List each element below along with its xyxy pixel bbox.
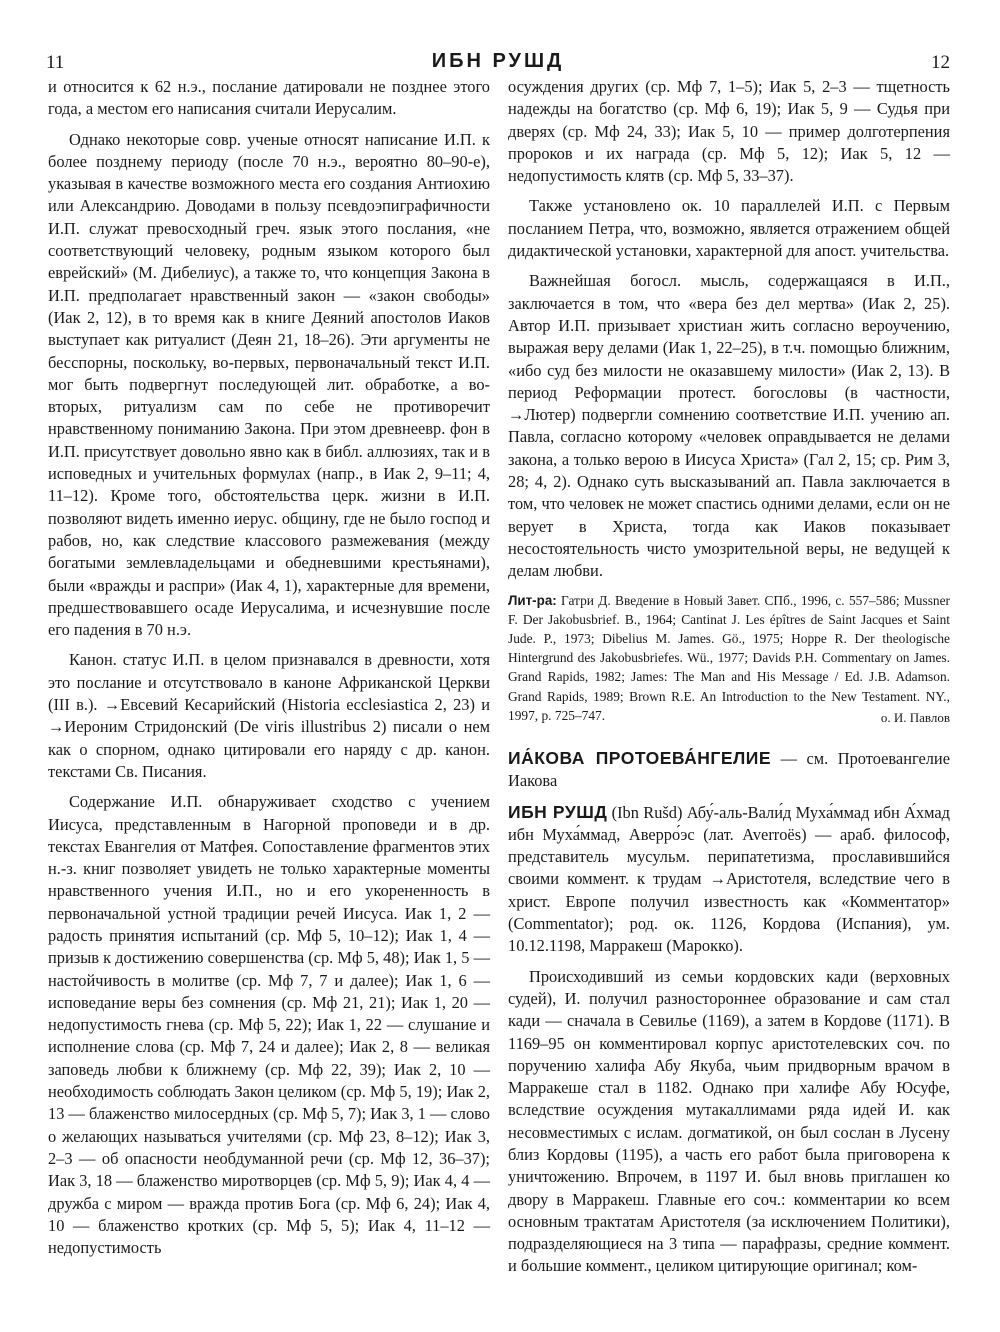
article-author: о. И. Павлов (880, 709, 950, 725)
literature-block (508, 591, 950, 725)
literature-label: Лит-ра: (508, 592, 557, 608)
headword: ИБН РУШД (508, 801, 608, 822)
paragraph: и относится к 62 н.э., послание датировали не позднее этого года, а местом его написания считали Иерусалим. (48, 77, 490, 119)
paragraph: Содержание И.П. обнаруживает сходство с учением Иисуса, представленным в Нагорной проповеди и в др. текстах Евангелия от Матфея. Сопоставление фрагментов этих н.-з. книг позволяет увидеть не только характерные моменты нравственного учения И.П., но и его укорененность в первоначальной устной традиции речей Иисуса. Иак 1, 2 — радость принятия испытаний (ср. Мф 5, 10–12); Иак 1, 4 — призыв к достижению совершенства (ср. Мф 5, 48); Иак 1, 5 — настойчивость в молитве (ср. Мф 7, 7 и далее); Иак 1, 6 — исповедание веры без сомнения (ср. Мф 21, 21); Иак 1, 20 — недопустимость гнева (ср. Мф 5, 22); Иак 1, 22 — слушание и исполнение слова (ср. Мф 7, 24 и далее); Иак 2, 8 — великая заповедь любви к ближнему (ср. Мф 22, 39); Иак 2, 10 — необходимость соблюдать Закон целиком (ср. Мф 5, 19); Иак 2, 13 — блаженство милосердных (ср. Мф 5, 7); Иак 3, 1 — слово о желающих называться учителями (ср. Мф 23, 8–12); Иак 3, 2–3 — об опасности необдуманной речи (ср. Мф 12, 36–37); Иак 3, 18 — блаженство миротворцев (ср. Мф 5, 9); Иак 4, 4 — дружба с миром — вражда против Бога (ср. Мф 6, 24); Иак 4, 10 — блаженство кротких (ср. Мф 5, 5); Иак 4, 11–12 — недопустимость (48, 792, 490, 1258)
entry-text: — см. Протоевангелие Иакова (508, 748, 950, 791)
paragraph: Также установлено ок. 10 параллелей И.П. с Первым посланием Петра, что, возможно, является отражением общей дидактической установки, характерной для апост. учительства. (508, 196, 950, 261)
page-number-left: 11 (46, 52, 65, 73)
literature-text: Гатри Д. Введение в Новый Завет. СПб., 1996, с. 557–586; Mussner F. Der Jakobusbrief. B., 1964; Cantinat J. Les épîtres de Saint Jacques et Saint Jude. P., 1973; Dibelius M. James. Gö., 1975; Hoppe R. Der theologische Hintergrund des Jakobusbriefes. Wü., 1977; Davids P.H. Commentary on James. Grand Rapids, 1982; James: The Man and His Message / Ed. J.B. Adamson. Grand Rapids, 1989; Brown R.E. An Introduction to the New Testament. NY., 1997, p. 725–747. (508, 592, 950, 723)
paragraph: Важнейшая богосл. мысль, содержащаяся в И.П., заключается в том, что «вера без дел мертва» (Иак 2, 25). Автор И.П. призывает христиан жить согласно вероучению, выражая веру делами (Иак 1, 22–25), в т.ч. помощью ближним, «ибо суд без милости не оказавшему милости» (Иак 2, 13). В период Реформации протест. богословы (в частности, →Лютер) подвергли сомнению соответствие И.П. учению ап. Павла, согласно которому «человек оправдывается не делами закона, а только верою в Иисуса Христа» (Гал 2, 15; ср. Рим 3, 28; 4, 2). Однако суть высказываний ап. Павла заключается в том, что человек не может спастись одними делами, если он не верует в Христа, тогда как Иаков показывает несостоятельность чисто умозрительной веры, не ведущей к делам любви. (508, 271, 950, 581)
paragraph: Происходивший из семьи кордовских кади (верховных судей), И. получил разностороннее образование и сам стал кади — сначала в Севилье (1169), а затем в Кордове (1171). В 1169–95 он комментировал корпус аристотелевских соч. по поручению халифа Абу Якуба, чьим придворным врачом в Марракеше стал в 1182. Однако при халифе Абу Юсуфе, вследствие осуждения мутакаллимами ряда идей И. как несовместимых с ислам. догматикой, он был сослан в Лусену близ Кордовы (1195), а часть его работ была приговорена к уничтожению. Впрочем, в 1197 И. был вновь приглашен ко двору в Марракеш. Главные его соч.: комментарии ко всем основным трактатам Аристотеля (за исключением Политики), подразделяющиеся на 3 типа — парафразы, средние коммент. и большие коммент., целиком цитирующие оригинал; ком- (508, 966, 950, 1276)
entry-protoevangelium (508, 747, 950, 793)
paragraph: Однако некоторые совр. ученые относят написание И.П. к более позднему периоду (после 70 н.э., вероятно 80–90-е), указывая в качестве возможного места его создания Антиохию или Александрию. Доводами в пользу псевдоэпиграфичности И.П. служат превосходный греч. язык этого послания, «не соответствующий человеку, родным языком которого был еврейский» (М. Дибелиус), а также то, что концепция Закона в И.П. предполагает нравственный закон — «закон свободы» (Иак 2, 12), в то время как в книге Деяний апостолов Иаков выступает как ритуалист (Деян 21, 18–26). Эти аргументы не бесспорны, поскольку, во-первых, первоначальный текст И.П. мог быть подвергнут последующей лит. обработке, а во-вторых, ритуализм сам по себе не противоречит нравственному пониманию Закона. При этом древнеевр. фон в И.П. присутствует довольно явно как в библ. аллюзиях, так и в исповедных и учительных формулах (напр., в Иак 2, 9–11; 4, 11–12). Кроме того, обстоятельства церк. жизни в И.П. позволяют видеть именно иерус. общину, где не было господ и рабов, но, как следствие классового размежевания (между богатыми землевладельцами и обедневшими крестьянами), были «вражды и распри» (Иак 4, 1), характерные для времени, предшествовавшего осаде Иерусалима, и исчезнувшие после его падения в 70 н.э. (48, 129, 490, 640)
entry-ibn-rushd (508, 801, 950, 958)
page-number-right: 12 (931, 52, 950, 73)
running-head: ИБН РУШД (431, 50, 565, 72)
left-column (48, 76, 490, 1267)
right-column (508, 76, 950, 1286)
entry-text: (Ibn Rušd) Абу́-аль-Вали́д Муха́ммад ибн А́хмад ибн Муха́ммад, Аверро́эс (лат. Averroës) — араб. философ, представитель мусульм. перипатетизма, прославившийся своими коммент. к трудам →Аристотеля, вследствие чего в христ. Европе получил известность как «Комментатор» (Commentator); род. ок. 1126, Кордова (Испания), ум. 10.12.1198, Марракеш (Марокко). (508, 802, 950, 956)
paragraph: осуждения других (ср. Мф 7, 1–5); Иак 5, 2–3 — тщетность надежды на богатство (ср. Мф 6, 19); Иак 5, 9 — Судья при дверях (ср. Мф 24, 33); Иак 5, 10 — пример долготерпения пророков и их награда (ср. Мф 5, 12); Иак 5, 12 — недопустимость клятв (ср. Мф 5, 33–37). (508, 77, 950, 186)
headword: ИА́КОВА ПРОТОЕВА́НГЕЛИЕ (508, 747, 772, 768)
page-header (46, 50, 950, 78)
paragraph: Канон. статус И.П. в целом признавался в древности, хотя это послание и отсутствовало в каноне Африканской Церкви (III в.). →Евсевий Кесарийский (Historia ecclesiastica 2, 23) и →Иероним Стридонский (De viris illustribus 2) писали о нем как о спорном, однако цитировали его наряду с др. канон. текстами Св. Писания. (48, 650, 490, 781)
